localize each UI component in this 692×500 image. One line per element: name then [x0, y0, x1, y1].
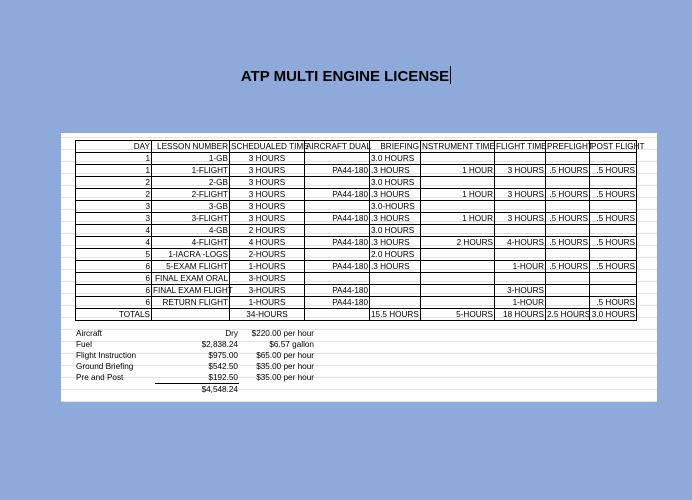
totals-label: TOTALS	[76, 309, 152, 321]
schedule-table	[75, 140, 645, 321]
table-cell: 3 HOURS	[230, 153, 305, 165]
table-cell: 3.0 HOURS	[370, 225, 421, 237]
table-row	[76, 201, 637, 213]
table-cell	[421, 273, 495, 285]
header-post-flight: POST FLIGHT	[591, 142, 645, 151]
table-cell: 2	[76, 177, 152, 189]
table-cell	[495, 225, 546, 237]
header-flight-time: FLIGHT TIME	[496, 142, 547, 151]
table-cell: 6	[76, 285, 152, 297]
table-cell: .5 HOURS	[590, 165, 637, 177]
table-cell	[421, 201, 495, 213]
table-cell	[421, 153, 495, 165]
totals-cell: 34-HOURS	[230, 309, 305, 321]
table-cell: .5 HOURS	[590, 189, 637, 201]
header-preflight: PREFLIGHT	[547, 142, 593, 151]
table-cell	[590, 177, 637, 189]
table-cell	[421, 261, 495, 273]
table-cell: 3 HOURS	[230, 177, 305, 189]
cost-rate: $65.00 per hour	[256, 351, 314, 360]
table-cell: 3	[76, 213, 152, 225]
table-cell: 3 HOURS	[495, 165, 546, 177]
header-row	[76, 141, 637, 153]
table-cell	[305, 273, 370, 285]
table-row	[76, 177, 637, 189]
totals-row	[76, 309, 637, 321]
table-cell: 4-HOURS	[495, 237, 546, 249]
table-cell: .3 HOURS	[370, 189, 421, 201]
table-cell	[495, 201, 546, 213]
cost-label: Ground Briefing	[76, 362, 134, 371]
table-cell: PA44-180	[305, 237, 370, 249]
totals-cell: 3.0 HOURS	[590, 309, 637, 321]
table-cell: 2-HOURS	[230, 249, 305, 261]
table-cell: 3.0-HOURS	[370, 201, 421, 213]
table-cell: 1 HOUR	[421, 165, 495, 177]
table-cell: PA44-180	[305, 261, 370, 273]
table-cell: 3-HOURS	[495, 285, 546, 297]
table-cell: 3-FLIGHT	[152, 213, 230, 225]
totals-cell: 2.5 HOURS	[547, 310, 591, 319]
cost-label: Flight Instruction	[76, 351, 137, 360]
table-cell	[546, 297, 590, 309]
table-cell: 2-FLIGHT	[152, 189, 230, 201]
cost-amount: $192.50	[155, 372, 239, 384]
cost-label	[75, 384, 155, 396]
table-cell: 6	[76, 261, 152, 273]
table-cell	[370, 273, 421, 285]
table-cell: 1-GB	[152, 153, 230, 165]
cost-row	[75, 372, 315, 384]
table-cell: 3 HOURS	[495, 189, 546, 201]
table-cell: 1	[76, 165, 152, 177]
table-cell: .3 HOURS	[370, 165, 421, 177]
cost-amount: $2,838.24	[201, 340, 238, 349]
totals-cell	[152, 309, 230, 321]
table-cell: .3 HOURS	[370, 261, 421, 273]
cost-row	[75, 350, 315, 361]
cost-rate: $6.57 gallon	[269, 340, 314, 349]
table-cell: 5	[76, 249, 152, 261]
table-cell: PA44-180	[305, 165, 370, 177]
table-cell	[590, 201, 637, 213]
table-cell: .3 HOURS	[370, 213, 421, 225]
cost-label: Aircraft	[76, 329, 102, 338]
header-day: DAY	[76, 141, 152, 153]
table-cell	[370, 285, 421, 297]
table-cell: 1	[76, 153, 152, 165]
cost-row	[75, 339, 315, 350]
cost-amount: $542.50	[208, 362, 238, 371]
cost-total: $4,548.24	[155, 384, 239, 396]
table-row	[76, 189, 637, 201]
table-cell	[305, 153, 370, 165]
table-cell	[590, 225, 637, 237]
cost-row	[75, 328, 315, 339]
table-row	[76, 261, 637, 273]
table-cell: .3 HOURS	[370, 237, 421, 249]
table-cell: 1-HOURS	[230, 261, 305, 273]
table-cell: 3 HOURS	[495, 213, 546, 225]
table-cell	[370, 297, 421, 309]
table-cell	[590, 249, 637, 261]
table-cell: 4-GB	[152, 225, 230, 237]
table-cell: PA44-180	[305, 213, 370, 225]
table-cell	[590, 273, 637, 285]
table-row	[76, 165, 637, 177]
table-cell: 3.0 HOURS	[370, 153, 421, 165]
table-cell: FINAL EXAM FLIGHT	[153, 286, 233, 295]
table-cell: 1 HOUR	[421, 189, 495, 201]
table-cell	[495, 249, 546, 261]
table-cell	[305, 249, 370, 261]
table-cell: 2 HOURS	[421, 237, 495, 249]
cost-total-row	[75, 384, 315, 396]
table-row	[76, 297, 637, 309]
table-cell: 4	[76, 225, 152, 237]
table-cell	[546, 201, 590, 213]
table-cell	[305, 177, 370, 189]
table-cell: 3 HOURS	[230, 213, 305, 225]
table-cell: 6	[76, 297, 152, 309]
header-instrument-time: NSTRUMENT TIME	[422, 142, 495, 151]
table-cell	[590, 285, 637, 297]
text-cursor	[450, 66, 451, 84]
table-cell: PA44-180	[305, 285, 370, 297]
table-cell: 1-FLIGHT	[152, 165, 230, 177]
cost-row	[75, 361, 315, 372]
cost-rate: $35.00 per hour	[256, 373, 314, 383]
table-cell	[305, 201, 370, 213]
table-cell: PA44-180	[305, 297, 370, 309]
title-text: ATP MULTI ENGINE LICENSE	[240, 68, 450, 85]
table-cell: 3-HOURS	[230, 273, 305, 285]
table-row	[76, 273, 637, 285]
table-cell: .5 HOURS	[546, 213, 590, 225]
table-cell	[495, 177, 546, 189]
table-cell: .5 HOURS	[590, 261, 637, 273]
table-cell	[546, 249, 590, 261]
table-cell: .5 HOURS	[546, 165, 590, 177]
table-cell: 3	[76, 201, 152, 213]
table-cell	[421, 285, 495, 297]
table-cell: 4 HOURS	[230, 237, 305, 249]
table-cell	[495, 153, 546, 165]
table-cell: 1-HOUR	[495, 297, 546, 309]
table-row	[76, 285, 637, 297]
table-cell: 3.0 HOURS	[370, 177, 421, 189]
table-cell	[421, 177, 495, 189]
table-cell	[495, 273, 546, 285]
totals-cell	[305, 309, 370, 321]
table-cell: 6	[76, 273, 152, 285]
table-cell: 1-HOUR	[495, 261, 546, 273]
table-cell: RETURN FLIGHT	[152, 297, 230, 309]
table-cell: .5 HOURS	[590, 237, 637, 249]
table-cell: .5 HOURS	[546, 237, 590, 249]
table-cell	[546, 177, 590, 189]
table-cell: 1 HOUR	[421, 213, 495, 225]
table-cell: 3-HOURS	[230, 285, 305, 297]
table-cell	[590, 153, 637, 165]
totals-cell: 5-HOURS	[421, 309, 495, 321]
table-cell	[546, 225, 590, 237]
table-cell: 3 HOURS	[230, 189, 305, 201]
cost-table	[75, 328, 315, 395]
header-lesson-number: LESSON NUMBER	[152, 141, 230, 153]
spreadsheet	[61, 133, 657, 402]
cost-rate: $35.00 per hour	[256, 362, 314, 371]
table-cell: .5 HOURS	[590, 213, 637, 225]
table-cell: 3-GB	[152, 201, 230, 213]
table-cell: 2-GB	[152, 177, 230, 189]
table-row	[76, 225, 637, 237]
cost-rate	[239, 384, 315, 396]
table-cell: 3 HOURS	[230, 165, 305, 177]
page-title	[0, 66, 692, 85]
table-cell	[421, 297, 495, 309]
cost-rate: $220.00 per hour	[251, 329, 314, 338]
table-cell: 2	[76, 189, 152, 201]
header-aircraft-dual: AIRCRAFT DUAL	[306, 142, 371, 151]
header-briefing: BRIEFING	[370, 141, 421, 153]
table-cell: 4	[76, 237, 152, 249]
table-row	[76, 213, 637, 225]
table-cell: 1-HOURS	[230, 297, 305, 309]
table-cell: FINAL EXAM ORAL	[152, 273, 230, 285]
table-row	[76, 153, 637, 165]
totals-cell: 15.5 HOURS	[371, 310, 419, 319]
table-cell: 1-IACRA -LOGS	[152, 249, 230, 261]
header-scheduled-time: SCHEDUALED TIME	[231, 142, 309, 151]
table-cell	[305, 225, 370, 237]
table-cell: 4-FLIGHT	[152, 237, 230, 249]
table-cell: 2 HOURS	[230, 225, 305, 237]
table-cell	[421, 249, 495, 261]
table-cell	[546, 153, 590, 165]
table-cell: 3 HOURS	[230, 201, 305, 213]
table-cell: .5 HOURS	[546, 189, 590, 201]
table-cell: 2.0 HOURS	[370, 249, 421, 261]
table-cell: .5 HOURS	[546, 261, 590, 273]
table-cell: PA44-180	[305, 189, 370, 201]
cost-amount: Dry	[225, 329, 238, 338]
cost-amount: $975.00	[208, 351, 238, 360]
table-row	[76, 249, 637, 261]
table-row	[76, 237, 637, 249]
totals-cell: 18 HOURS	[495, 309, 546, 321]
table-cell	[421, 225, 495, 237]
table-cell: .5 HOURS	[590, 297, 637, 309]
cost-label: Fuel	[76, 340, 92, 349]
cost-label: Pre and Post	[76, 373, 124, 383]
table-cell: 5-EXAM FLIGHT	[152, 261, 230, 273]
table-cell	[546, 273, 590, 285]
table-cell	[546, 285, 590, 297]
